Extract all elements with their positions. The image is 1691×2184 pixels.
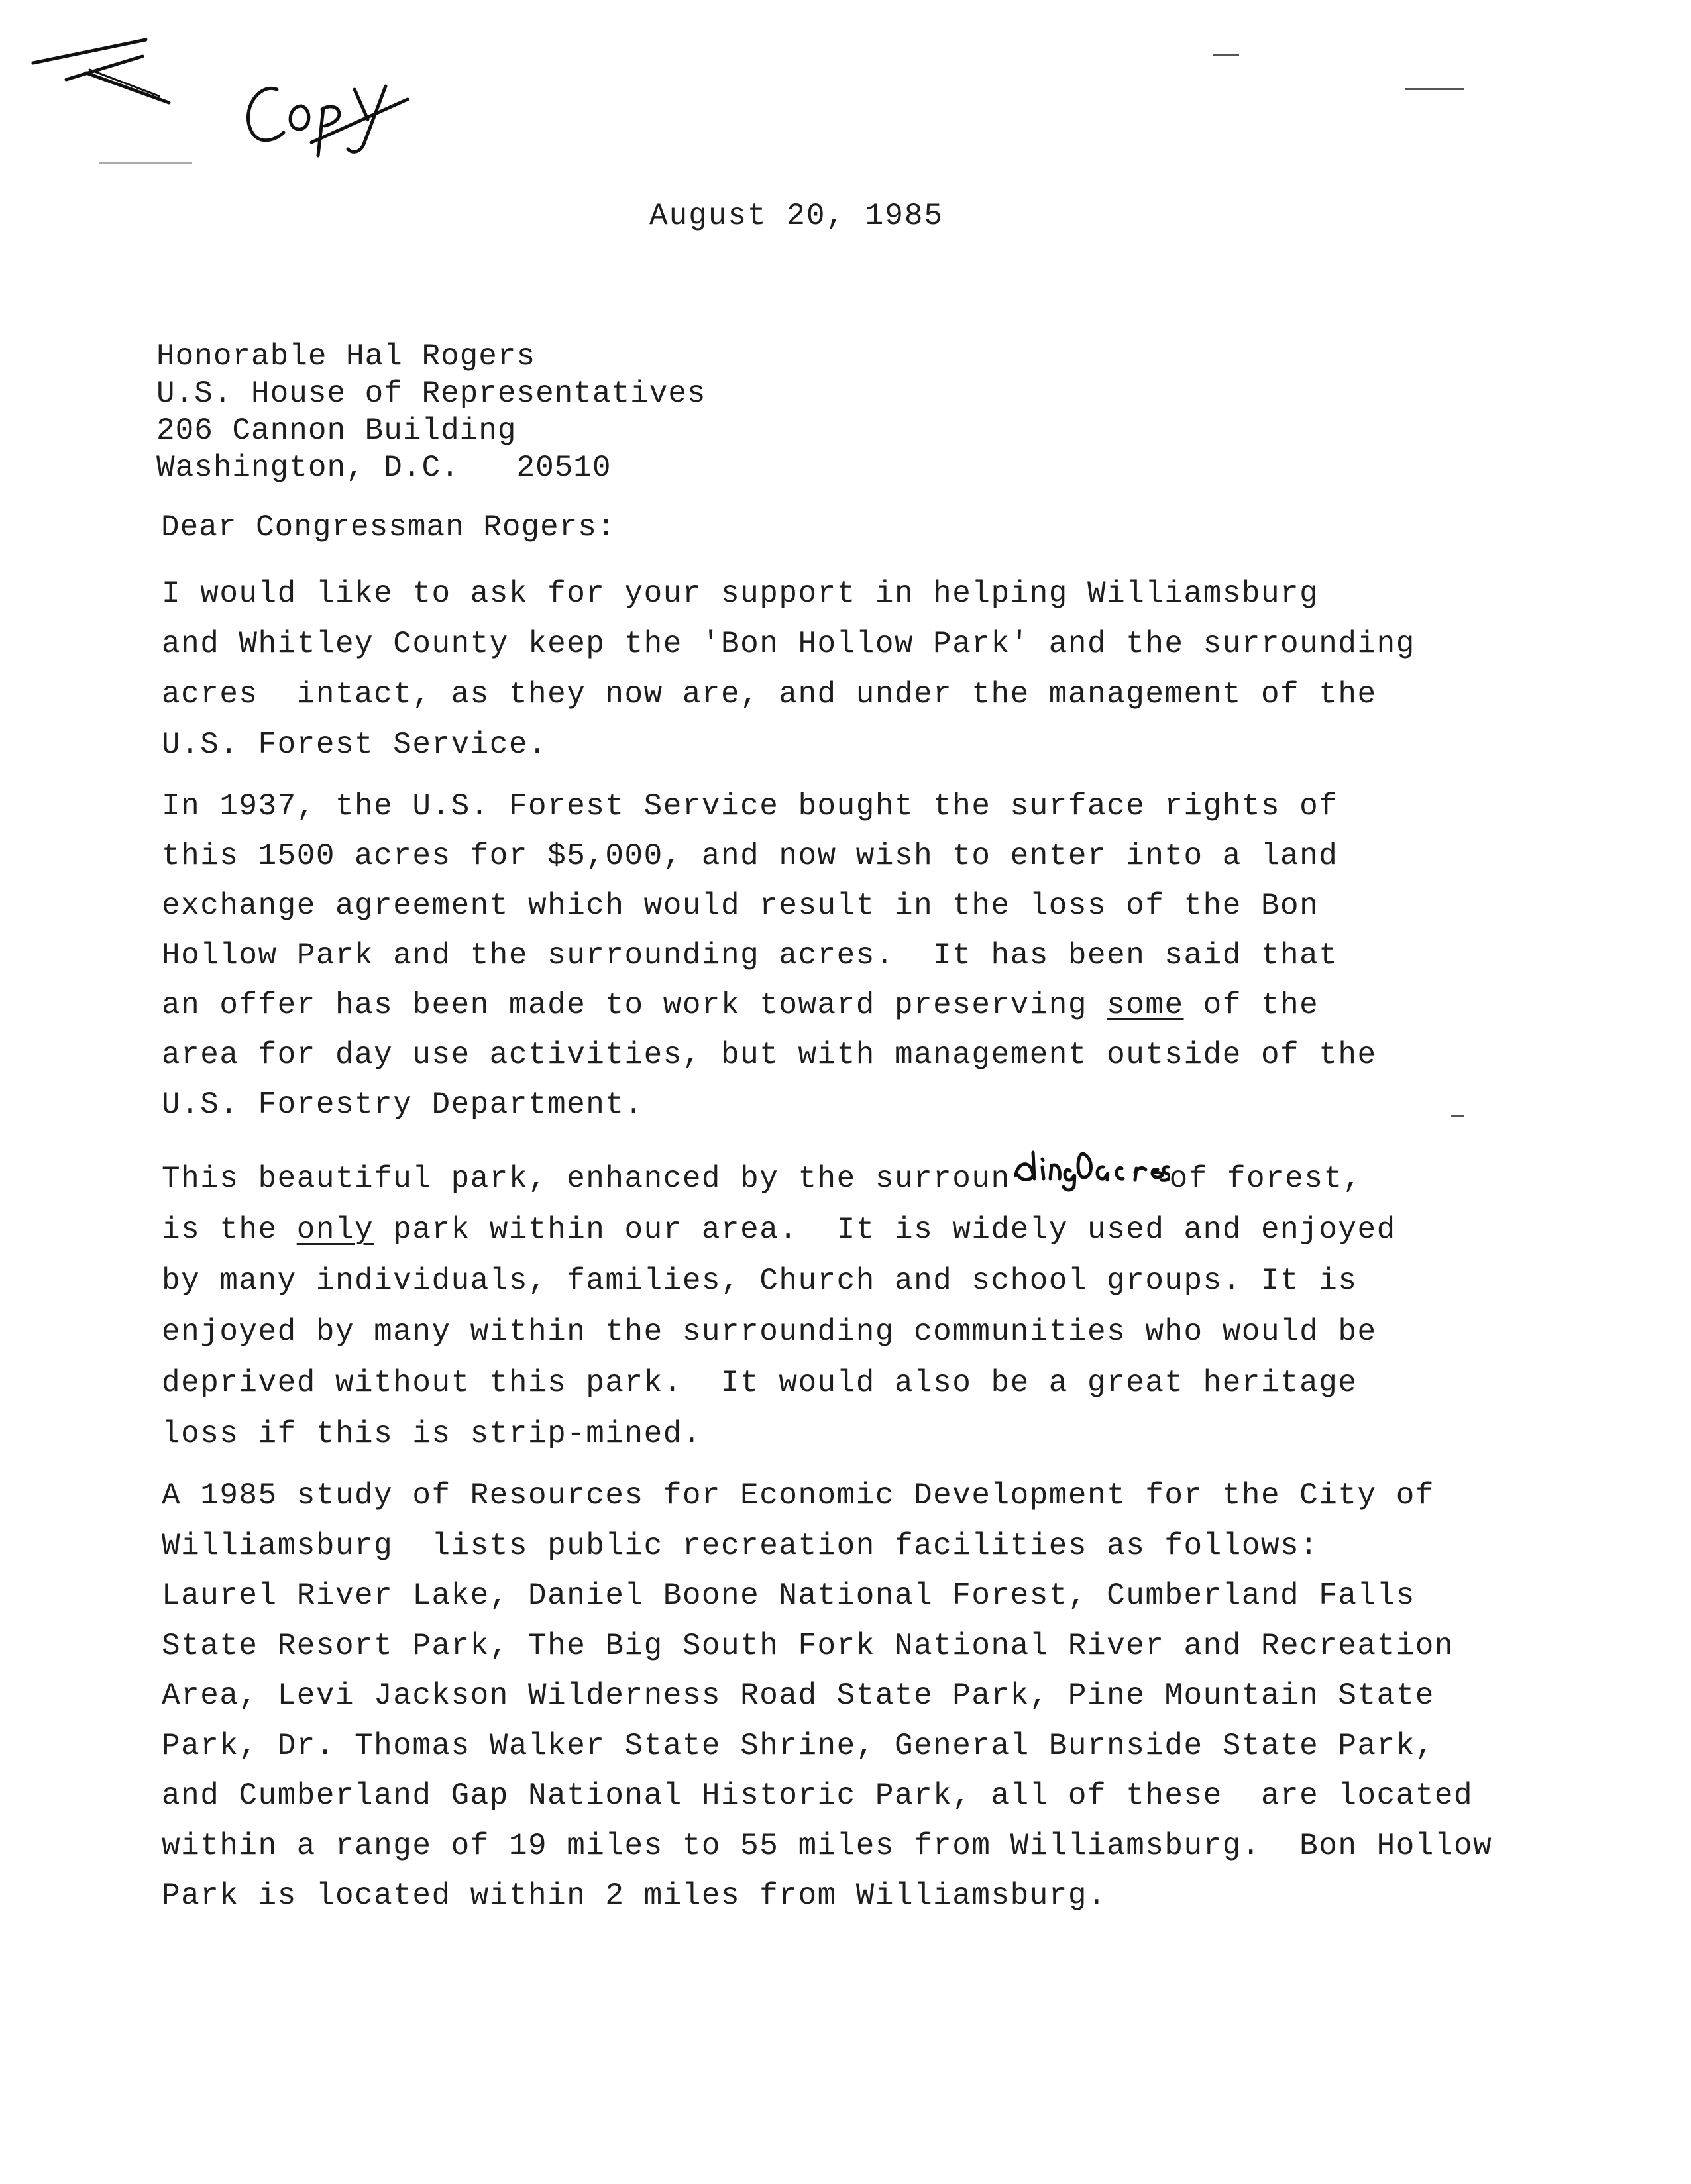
text-segment: of the <box>1183 988 1319 1022</box>
text-segment: is the <box>162 1213 297 1247</box>
text-line: State Resort Park, The Big South Fork National River and Recreation <box>162 1628 1454 1663</box>
text-segment: of forest, <box>1169 1162 1362 1196</box>
text-line <box>162 1154 1396 1205</box>
text-line: this 1500 acres for $5,000, and now wish to enter into a land <box>162 839 1338 873</box>
text-line: within a range of 19 miles to 55 miles from Williamsburg. Bon Hollow <box>162 1828 1493 1863</box>
text-segment: an offer has been made to work toward preserving <box>162 988 1107 1022</box>
paragraph-park-description <box>162 1154 1396 1460</box>
text-line: U.S. Forestry Department. <box>162 1087 644 1122</box>
text-segment: This beautiful park, enhanced by the surroun <box>162 1162 1010 1196</box>
stray-mark <box>1405 88 1464 90</box>
text-line <box>162 981 1377 1030</box>
text-segment: park within our area. It is widely used and enjoyed <box>374 1213 1396 1247</box>
paragraph-support-request <box>162 569 1415 770</box>
text-line: acres intact, as they now are, and under the management of the <box>162 677 1377 712</box>
text-line: Area, Levi Jackson Wilderness Road State Park, Pine Mountain State <box>162 1678 1435 1713</box>
text-line: Laurel River Lake, Daniel Boone National Forest, Cumberland Falls <box>162 1578 1415 1613</box>
text-line: Hollow Park and the surrounding acres. It has been said that <box>162 938 1338 973</box>
text-line: by many individuals, families, Church and school groups. It is <box>162 1264 1358 1298</box>
text-line: Park, Dr. Thomas Walker State Shrine, General Burnside State Park, <box>162 1728 1435 1763</box>
stray-mark <box>1451 1115 1464 1117</box>
handwritten-insertion-ink <box>1010 1139 1170 1192</box>
text-line: area for day use activities, but with management outside of the <box>162 1038 1377 1072</box>
recipient-line: U.S. House of Representatives <box>156 376 706 411</box>
recipient-line: Washington, D.C. 20510 <box>156 451 612 485</box>
letter-date: August 20, 1985 <box>649 199 944 233</box>
text-line: loss if this is strip-mined. <box>162 1417 702 1451</box>
text-line: and Whitley County keep the 'Bon Hollow Park' and the surrounding <box>162 627 1415 661</box>
text-line: Park is located within 2 miles from Williamsburg. <box>162 1879 1107 1913</box>
text-line: A 1985 study of Resources for Economic Development for the City of <box>162 1478 1435 1513</box>
stray-mark <box>99 162 192 164</box>
recipient-line: Honorable Hal Rogers <box>156 339 536 374</box>
handwritten-check-mark <box>27 33 179 113</box>
text-line: Williamsburg lists public recreation facilities as follows: <box>162 1528 1319 1563</box>
recipient-line: 206 Cannon Building <box>156 413 517 448</box>
underlined-word: some <box>1107 988 1184 1022</box>
paragraph-recreation-study <box>162 1471 1492 1922</box>
stray-mark <box>1213 54 1239 56</box>
text-line: U.S. Forest Service. <box>162 728 548 762</box>
recipient-address <box>156 338 706 486</box>
text-line: I would like to ask for your support in helping Williamsburg <box>162 576 1319 611</box>
text-line: and Cumberland Gap National Historic Park, all of these are located <box>162 1778 1474 1813</box>
underlined-word: only <box>296 1213 374 1247</box>
text-line: enjoyed by many within the surrounding communities who would be <box>162 1315 1377 1349</box>
text-line: In 1937, the U.S. Forest Service bought the surface rights of <box>162 789 1338 824</box>
text-line: exchange agreement which would result in the loss of the Bon <box>162 889 1319 923</box>
text-line: deprived without this park. It would also be a great heritage <box>162 1366 1358 1400</box>
paragraph-history <box>162 782 1377 1130</box>
handwritten-insertion <box>1010 1154 1170 1187</box>
handwritten-copy-annotation <box>239 63 411 162</box>
salutation: Dear Congressman Rogers: <box>161 510 616 545</box>
text-line <box>162 1205 1396 1256</box>
